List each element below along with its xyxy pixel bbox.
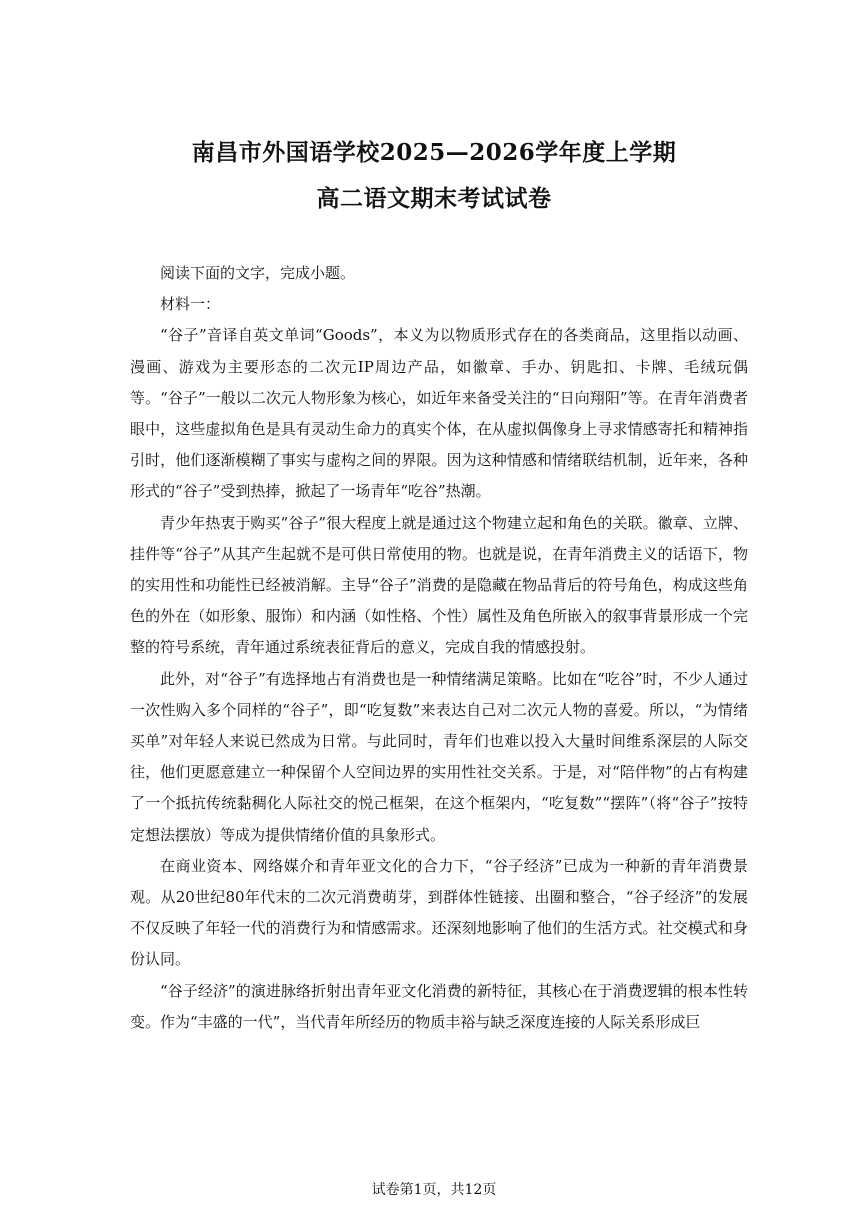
paragraph: “谷子经济”的演进脉络折射出青年亚文化消费的新特征，其核心在于消费逻辑的根本性转变。作为“丰盛的一代”，当代青年所经历的物质丰裕与缺乏深度连接的人际关系形成巨 (130, 981, 748, 1031)
material-label: 材料一： (160, 295, 221, 314)
paragraph: 青少年热衷于购买“谷子”很大程度上就是通过这个物建立起和角色的关联。徽章、立牌、挂件等“谷子”从其产生起就不是可供日常使用的物。也就是说，在青年消费主义的话语下，物的实用性和功能性已经被消解。主导“谷子”消费的是隐藏在物品背后的符号角色，构成这些角色的外在（如形象、服饰）和内涵（如性格、个性）属性及角色所嵌入的叙事背景形成一个完整的符号系统，青年通过系统表征背后的意义，完成自我的情感投射。 (130, 513, 748, 657)
instruction-text: 阅读下面的文字，完成小题。 (160, 264, 356, 282)
reading-passage (130, 258, 748, 1038)
paragraph: “谷子”音译自英文单词“Goods”，本义为以物质形式存在的各类商品，这里指以动画、漫画、游戏为主要形态的二次元IP周边产品，如徽章、手办、钥匙扣、卡牌、毛绒玩偶等。“谷子”一般以二次元人物形象为核心，如近年来备受关注的“日向翔阳”等。在青年消费者眼中，这些虚拟角色是具有灵动生命力的真实个体，在从虚拟偶像身上寻求情感寄托和精神指引时，他们逐渐模糊了事实与虚构之间的界限。因为这种情感和情绪联结机制，近年来，各种形式的“谷子”受到热捧，掀起了一场青年“吃谷”热潮。 (130, 326, 748, 501)
exam-title-line1: 南昌市外国语学校2025—2026学年度上学期 (191, 139, 677, 166)
paragraph: 此外，对“谷子”有选择地占有消费也是一种情绪满足策略。比如在“吃谷”时，不少人通过一次性购入多个同样的“谷子”，即“吃复数”来表达自己对二次元人物的喜爱。所以，“为情绪买单”对年轻人来说已然成为日常。与此同时，青年们也难以投入大量时间维系深层的人际交往，他们更愿意建立一种保留个人空间边界的实用性社交关系。于是，对“陪伴物”的占有构建了一个抵抗传统黏稠化人际社交的悦己框架，在这个框架内，“吃复数”“摆阵”（将“谷子”按特定想法摆放）等成为提供情绪价值的具象形式。 (130, 669, 748, 844)
exam-title-line2: 高二语文期末考试试卷 (316, 185, 552, 212)
paragraph: 在商业资本、网络媒介和青年亚文化的合力下，“谷子经济”已成为一种新的青年消费景观。从20世纪80年代末的二次元消费萌芽，到群体性链接、出圈和整合，“谷子经济”的发展不仅反映了年轻一代的消费行为和情感需求。还深刻地影响了他们的生活方式。社交模式和身份认同。 (130, 856, 748, 969)
page-footer: 试卷第1页，共12页 (371, 1182, 497, 1198)
